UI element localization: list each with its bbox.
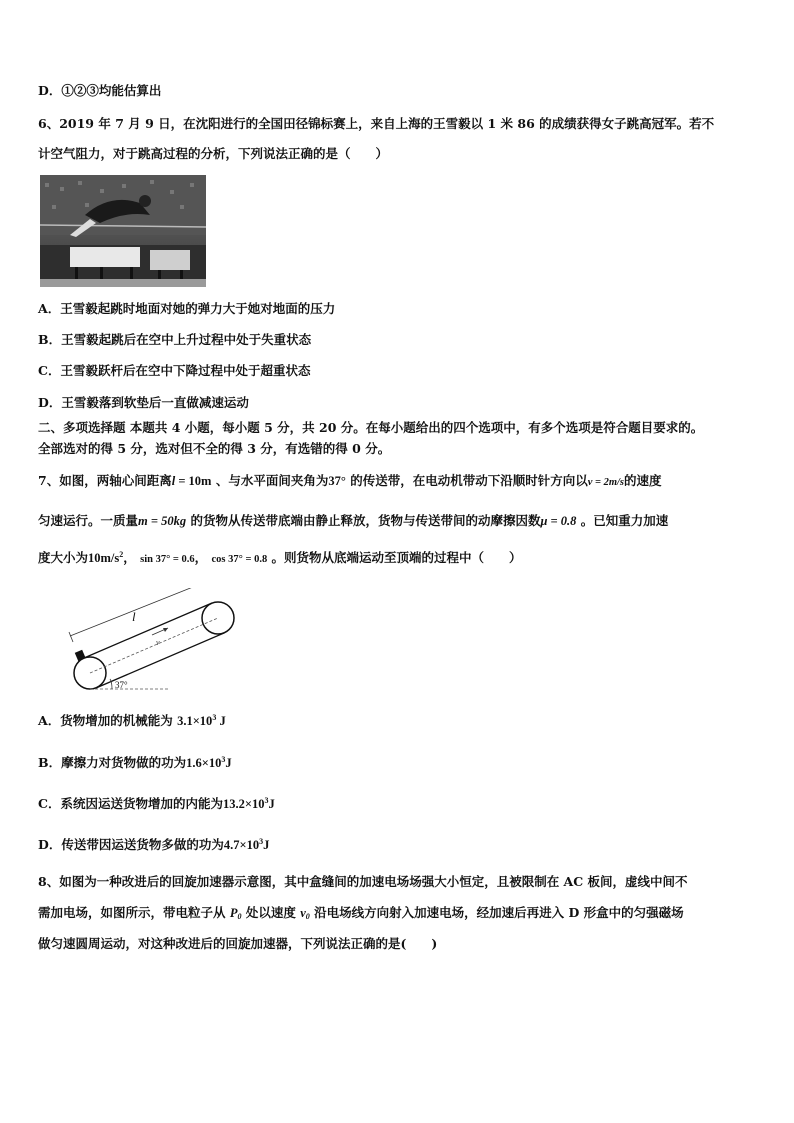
q7-text: 匀速运行。一质量 bbox=[38, 513, 139, 528]
q7-gravity-exp: 2 bbox=[119, 550, 124, 559]
q7-angle: 37° bbox=[328, 474, 346, 488]
q8-text: 沿电场线方向射入加速电场，经加速后再进入 D 形盒中的匀强磁场 bbox=[309, 905, 684, 920]
q7-text: ， bbox=[194, 550, 212, 565]
q7-val-l: = 10m bbox=[175, 474, 212, 488]
label-l: l bbox=[132, 609, 136, 624]
prev-option-d: D．①②③均能估算出 bbox=[38, 83, 162, 98]
q7-mass: m = 50kg bbox=[138, 514, 187, 528]
q7-option-text: A．货物增加的机械能为 bbox=[38, 713, 178, 728]
q7-option-d bbox=[38, 836, 269, 854]
q7-option-b bbox=[38, 754, 232, 772]
q7-text: 、与水平面间夹角为 bbox=[211, 473, 329, 488]
q7-option-unit: J bbox=[225, 756, 232, 770]
dimension-line bbox=[70, 588, 208, 636]
q7-text: 度大小为 bbox=[38, 550, 89, 565]
q8-stem-line2 bbox=[38, 904, 684, 922]
high-jump-photo bbox=[40, 175, 206, 287]
q7-option-unit: J bbox=[263, 838, 270, 852]
belt-top bbox=[84, 603, 212, 658]
q8-point-p: P bbox=[229, 906, 238, 920]
q7-option-value: 1.6×10 bbox=[186, 756, 222, 770]
q7-text: ， bbox=[123, 550, 141, 565]
q8-text: 需加电场，如图所示，带电粒子从 bbox=[38, 905, 230, 920]
label-angle: 37° bbox=[115, 680, 128, 690]
q8-speed-v-sub: 0 bbox=[305, 912, 310, 921]
q7-text: 的传送带，在电动机带动下沿顺时针方向以 bbox=[345, 473, 588, 488]
section2-line1: 二、多项选择题 本题共 4 小题，每小题 5 分，共 20 分。在每小题给出的四个选项中，有多个选项是符合题目要求的。 bbox=[38, 420, 704, 435]
q7-speed: v = 2m/s bbox=[587, 477, 625, 488]
q8-point-p-sub: 0 bbox=[237, 912, 242, 921]
q7-gravity: 10m/s bbox=[88, 551, 120, 565]
q7-option-unit: J bbox=[268, 797, 275, 811]
q7-text: 。已知重力加速 bbox=[576, 513, 669, 528]
q7-text: 的速度 bbox=[624, 473, 662, 488]
q7-option-c bbox=[38, 795, 275, 813]
q6-option-a: A．王雪毅起跳时地面对她的弹力大于她对地面的压力 bbox=[38, 301, 336, 316]
q7-stem-line1 bbox=[38, 472, 662, 492]
q7-option-value: 13.2×10 bbox=[222, 797, 265, 811]
q7-option-text: D．传送带因运送货物多做的功为 bbox=[38, 837, 224, 852]
q7-option-a bbox=[38, 712, 226, 730]
q7-text: 。则货物从底端运动至顶端的过程中（ ） bbox=[267, 550, 522, 565]
q6-stem-line2: 计空气阻力，对于跳高过程的分析，下列说法正确的是（ ） bbox=[38, 146, 389, 161]
q6-option-c: C．王雪毅跃杆后在空中下降过程中处于超重状态 bbox=[38, 363, 311, 378]
q8-stem-line1: 8、如图为一种改进后的回旋加速器示意图，其中盒缝间的加速电场场强大小恒定，且被限制在 AC 板间，虚线中间不 bbox=[38, 874, 688, 889]
q7-option-value: 4.7×10 bbox=[223, 838, 260, 852]
q6-option-d: D．王雪毅落到软垫后一直做减速运动 bbox=[38, 395, 249, 410]
q7-stem-line3 bbox=[38, 549, 522, 569]
q7-cos: cos 37° = 0.8 bbox=[211, 554, 268, 565]
q6-stem-line1: 6、2019 年 7 月 9 日，在沈阳进行的全国田径锦标赛上，来自上海的王雪毅以 1 米 86 的成绩获得女子跳高冠军。若不 bbox=[38, 116, 715, 131]
q7-stem-line2 bbox=[38, 512, 668, 530]
q7-var-l: l bbox=[171, 474, 176, 488]
q8-text: 处以速度 bbox=[241, 905, 301, 920]
section2-line2: 全部选对的得 5 分，选对但不全的得 3 分，有选错的得 0 分。 bbox=[38, 441, 391, 456]
angle-arc bbox=[110, 679, 112, 689]
conveyor-belt-diagram bbox=[60, 588, 260, 698]
q7-text: 7、如图，两轴心间距离 bbox=[38, 473, 172, 488]
label-v: v bbox=[156, 638, 160, 647]
q8-speed-v: v bbox=[300, 906, 306, 920]
q7-text: 的货物从传送带底端由静止释放，货物与传送带间的动摩擦因数 bbox=[186, 513, 541, 528]
q8-stem-line3: 做匀速圆周运动，对这种改进后的回旋加速器，下列说法正确的是( ) bbox=[38, 936, 438, 951]
q7-option-exp: 3 bbox=[221, 755, 226, 764]
q7-option-unit: J bbox=[216, 714, 226, 728]
q7-option-text: C．系统因运送货物增加的内能为 bbox=[38, 796, 223, 811]
q7-option-exp: 3 bbox=[264, 796, 269, 805]
q7-friction-coef: μ = 0.8 bbox=[540, 514, 577, 528]
q7-sin: sin 37° = 0.6 bbox=[140, 554, 195, 565]
cargo-block bbox=[75, 650, 86, 661]
q6-option-b: B．王雪毅起跳后在空中上升过程中处于失重状态 bbox=[38, 332, 312, 347]
q7-option-exp: 3 bbox=[259, 837, 264, 846]
axis-line bbox=[90, 618, 218, 673]
q7-option-text: B．摩擦力对货物做的功为 bbox=[38, 755, 187, 770]
q7-option-value: 3.1×10 bbox=[177, 714, 213, 728]
q7-option-exp: 3 bbox=[212, 713, 217, 722]
